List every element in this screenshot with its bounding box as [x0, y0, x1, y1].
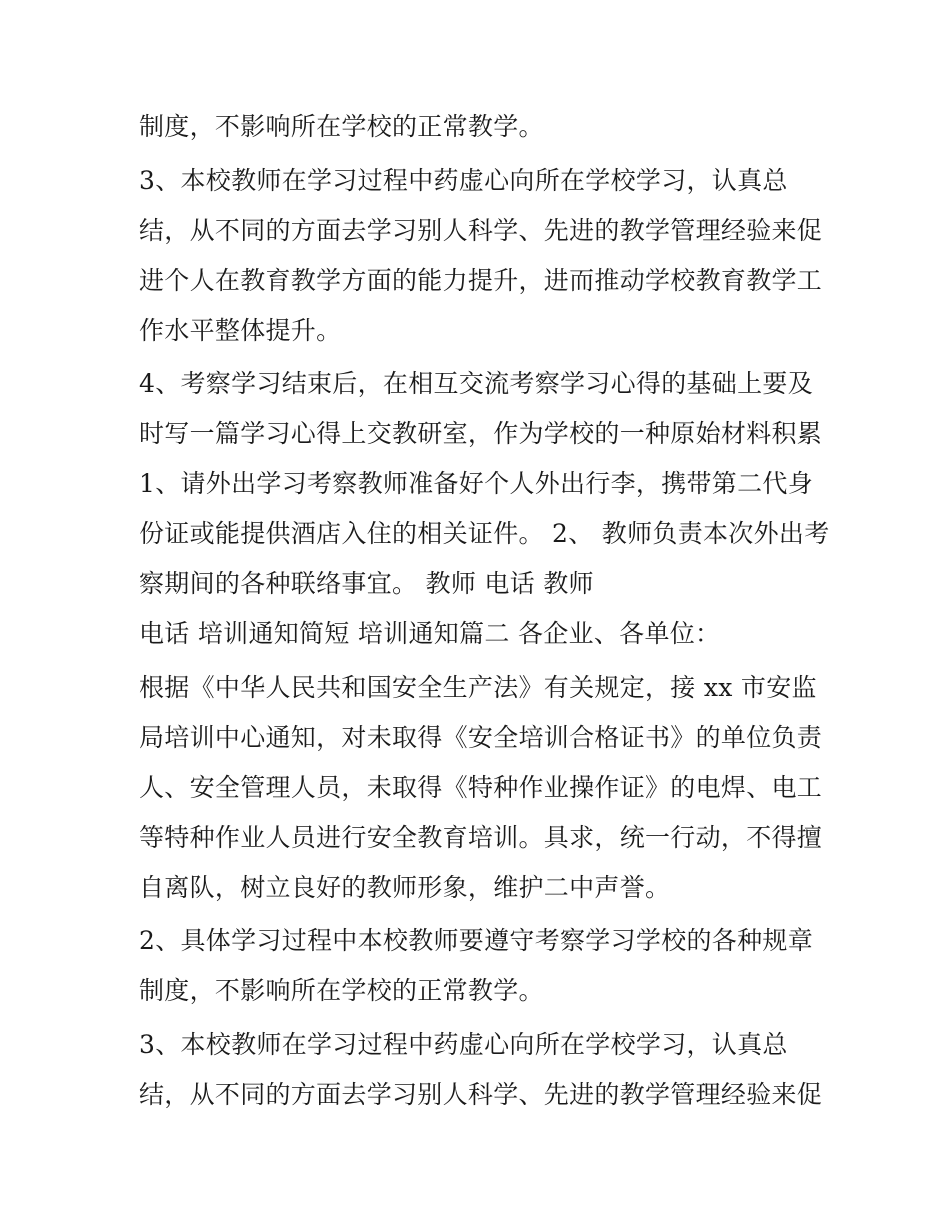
text-line: 进个人在教育教学方面的能力提升，进而推动学校教育教学工 [139, 266, 823, 295]
text-line: 等特种作业人员进行安全教育培训。具求，统一行动，不得擅 [139, 823, 823, 852]
text-line: 制度，不影响所在学校的正常教学。 [139, 976, 544, 1005]
text-line: 结，从不同的方面去学习别人科学、先进的教学管理经验来促 [139, 1080, 823, 1109]
text-line: 4、考察学习结束后，在相互交流考察学习心得的基础上要及 [139, 369, 814, 398]
text-line: 3、本校教师在学习过程中药虚心向所在学校学习，认真总 [139, 1030, 788, 1059]
text-line: 察期间的各种联络事宜。 教师 电话 教师 [139, 569, 594, 598]
text-line: 局培训中心通知，对未取得《安全培训合格证书》的单位负责 [139, 723, 823, 752]
text-line: 自离队，树立良好的教师形象，维护二中声誉。 [139, 873, 671, 902]
text-line: 时写一篇学习心得上交教研室，作为学校的一种原始材料积累 [139, 419, 823, 448]
text-line: 根据《中华人民共和国安全生产法》有关规定，接 xx 市安监 [139, 673, 817, 702]
text-line: 结，从不同的方面去学习别人科学、先进的教学管理经验来促 [139, 216, 823, 245]
text-line: 作水平整体提升。 [139, 316, 342, 345]
text-line: 3、本校教师在学习过程中药虚心向所在学校学习，认真总 [139, 166, 788, 195]
text-line: 电话 培训通知简短 培训通知篇二 各企业、各单位： [139, 619, 721, 648]
text-line: 1、请外出学习考察教师准备好个人外出行李，携带第二代身 [139, 469, 814, 498]
text-line: 2、具体学习过程中本校教师要遵守考察学习学校的各种规章 [139, 926, 814, 955]
text-line: 份证或能提供酒店入住的相关证件。 2、 教师负责本次外出考 [139, 519, 830, 548]
text-line: 人、安全管理人员，未取得《特种作业操作证》的电焊、电工 [139, 773, 823, 802]
text-line: 制度，不影响所在学校的正常教学。 [139, 112, 544, 141]
